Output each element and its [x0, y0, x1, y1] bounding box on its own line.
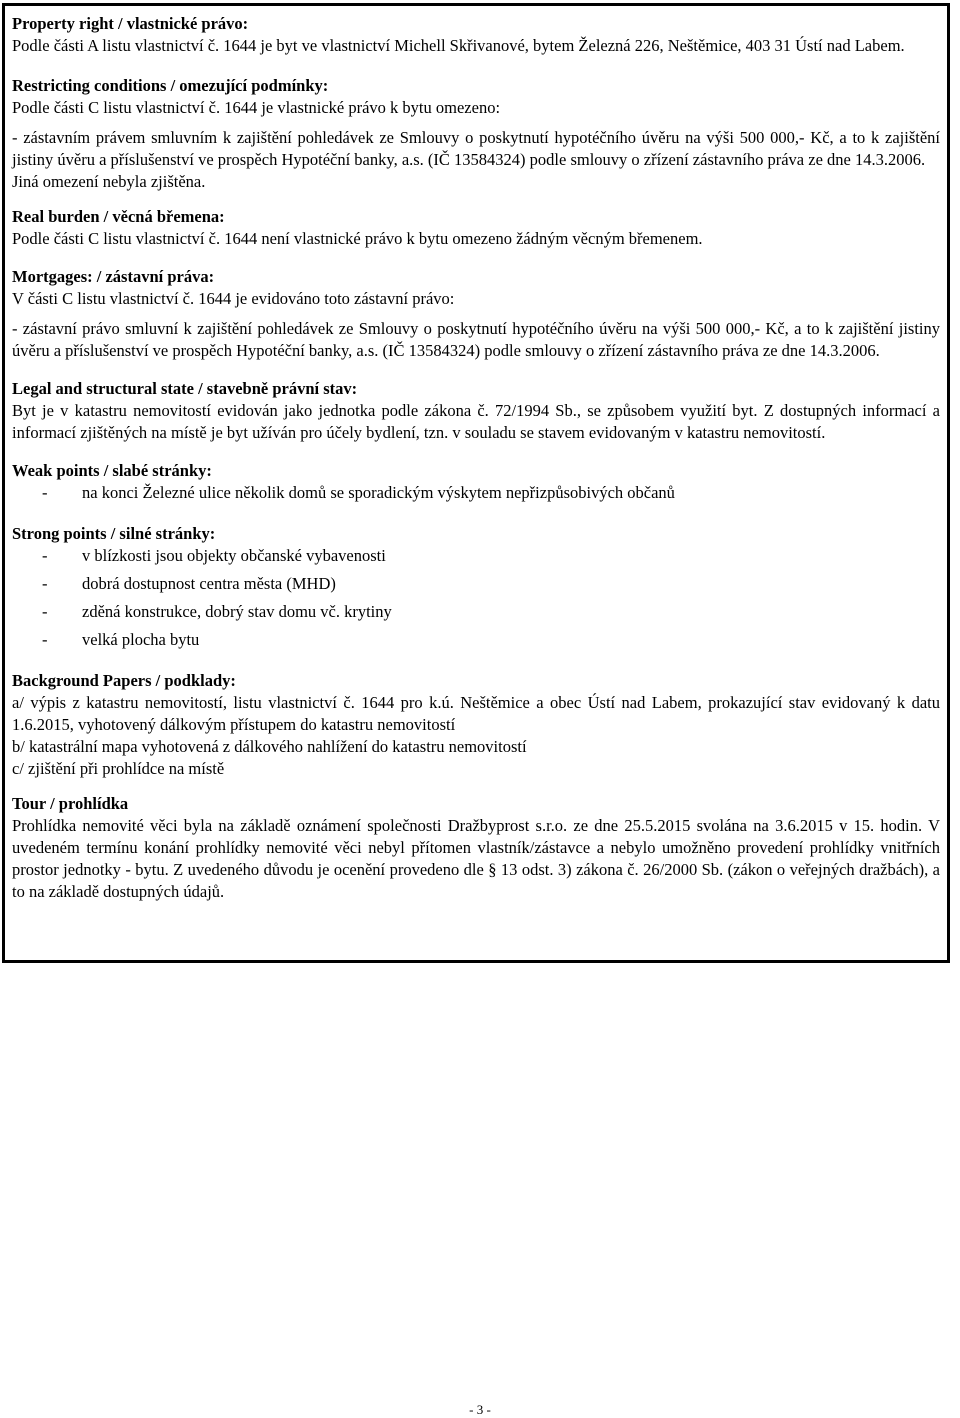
strong-points-heading: Strong points / silné stránky: — [12, 524, 216, 543]
ownership-heading: Property right / vlastnické právo: — [12, 14, 249, 33]
restrictions-heading: Restricting conditions / omezující podmínky: — [12, 76, 329, 95]
weak-point-text: na konci Železné ulice několik domů se sporadickým výskytem nepřizpůsobivých občanů — [82, 483, 675, 502]
tour-heading: Tour / prohlídka — [12, 794, 129, 813]
real-burden-text: Podle části C listu vlastnictví č. 1644 není vlastnické právo k bytu omezeno žádným věcným břemenem. — [12, 229, 703, 248]
ownership-text: Podle části A listu vlastnictví č. 1644 je byt ve vlastnictví Michell Skřivanové, bytem Železná 226, Neštěmice, 403 31 Ústí nad Labem. — [12, 36, 905, 55]
real-burden-heading: Real burden / věcná břemena: — [12, 207, 225, 226]
strong-point-text: v blízkosti jsou objekty občanské vybavenosti — [82, 546, 386, 565]
background-line-a: a/ výpis z katastru nemovitostí, listu vlastnictví č. 1644 pro k.ú. Neštěmice a obec Ústí nad Labem, prokazující stav evidovaný k datu 1.6.2015, vyhotovený dálkovým přístupem do katastru nemovitostí — [12, 693, 940, 734]
dash-marker: - — [42, 546, 48, 565]
strong-points-list — [12, 545, 940, 651]
mortgages-detail: - zástavní právo smluvní k zajištění pohledávek ze Smlouvy o poskytnutí hypotéčního úvěru na výši 500 000,- Kč, a to k zajištění jistiny úvěru a příslušenství ve prospěch Hypotéční banky, a.s. (IČ 13584324) podle smlouvy o zřízení zástavního práva ze dne 14.3.2006. — [12, 319, 940, 360]
mortgages-intro: V části C listu vlastnictví č. 1644 je evidováno toto zástavní právo: — [12, 289, 455, 308]
legal-state-text: Byt je v katastru nemovitostí evidován jako jednotka podle zákona č. 72/1994 Sb., se způsobem využití byt. Z dostupných informací a informací zjištěných na místě je byt užíván pro účely bydlení, tzn. v souladu se stavem evidovaným v katastru nemovitostí. — [12, 401, 940, 442]
restrictions-section — [12, 75, 940, 193]
tour-text: Prohlídka nemovité věci byla na základě oznámení společnosti Dražbyprost s.r.o. ze dne 25.5.2015 svolána na 3.6.2015 v 15. hodin. V uvedeném termínu konání prohlídky nemovité věci nebyl přítomen vlastník/zástavce a nebylo umožněno provedení prohlídky vnitřních prostor jednotky - bytu. Z uvedeného důvodu je ocenění provedeno dle § 13 odst. 3) zákona č. 26/2000 Sb. (zákon o veřejných dražbách), a to na základě dostupných údajů. — [12, 816, 940, 901]
background-heading: Background Papers / podklady: — [12, 671, 236, 690]
ownership-section — [12, 13, 940, 57]
strong-point-item — [12, 545, 940, 567]
dash-marker: - — [42, 630, 48, 649]
strong-point-text: velká plocha bytu — [82, 630, 200, 649]
real-burden-section — [12, 206, 940, 250]
dash-marker: - — [42, 602, 48, 621]
weak-points-section — [12, 460, 940, 504]
strong-points-section — [12, 523, 940, 651]
background-line-c: c/ zjištění při prohlídce na místě — [12, 759, 225, 778]
legal-state-section — [12, 378, 940, 444]
strong-point-item — [12, 601, 940, 623]
report-frame — [2, 3, 950, 963]
strong-point-text: dobrá dostupnost centra města (MHD) — [82, 574, 336, 593]
tour-section — [12, 793, 940, 903]
dash-marker: - — [42, 574, 48, 593]
legal-state-heading: Legal and structural state / stavebně právní stav: — [12, 379, 358, 398]
strong-point-text: zděná konstrukce, dobrý stav domu vč. krytiny — [82, 602, 392, 621]
dash-marker: - — [42, 483, 48, 502]
weak-points-list — [12, 482, 940, 504]
restrictions-detail: - zástavním právem smluvním k zajištění pohledávek ze Smlouvy o poskytnutí hypotéčního úvěru na výši 500 000,- Kč, a to k zajištění jistiny úvěru a příslušenství ve prospěch Hypotéční banky, a.s. (IČ 13584324) podle smlouvy o zřízení zástavního práva ze dne 14.3.2006. — [12, 128, 940, 169]
background-section — [12, 670, 940, 780]
strong-point-item — [12, 629, 940, 651]
mortgages-section — [12, 266, 940, 362]
page-number: - 3 - — [469, 1402, 491, 1417]
mortgages-heading: Mortgages: / zástavní práva: — [12, 267, 215, 286]
restrictions-intro: Podle části C listu vlastnictví č. 1644 je vlastnické právo k bytu omezeno: — [12, 98, 501, 117]
strong-point-item — [12, 573, 940, 595]
background-line-b: b/ katastrální mapa vyhotovená z dálkového nahlížení do katastru nemovitostí — [12, 737, 527, 756]
weak-points-heading: Weak points / slabé stránky: — [12, 461, 212, 480]
weak-point-item — [12, 482, 940, 504]
restrictions-note: Jiná omezení nebyla zjištěna. — [12, 172, 206, 191]
